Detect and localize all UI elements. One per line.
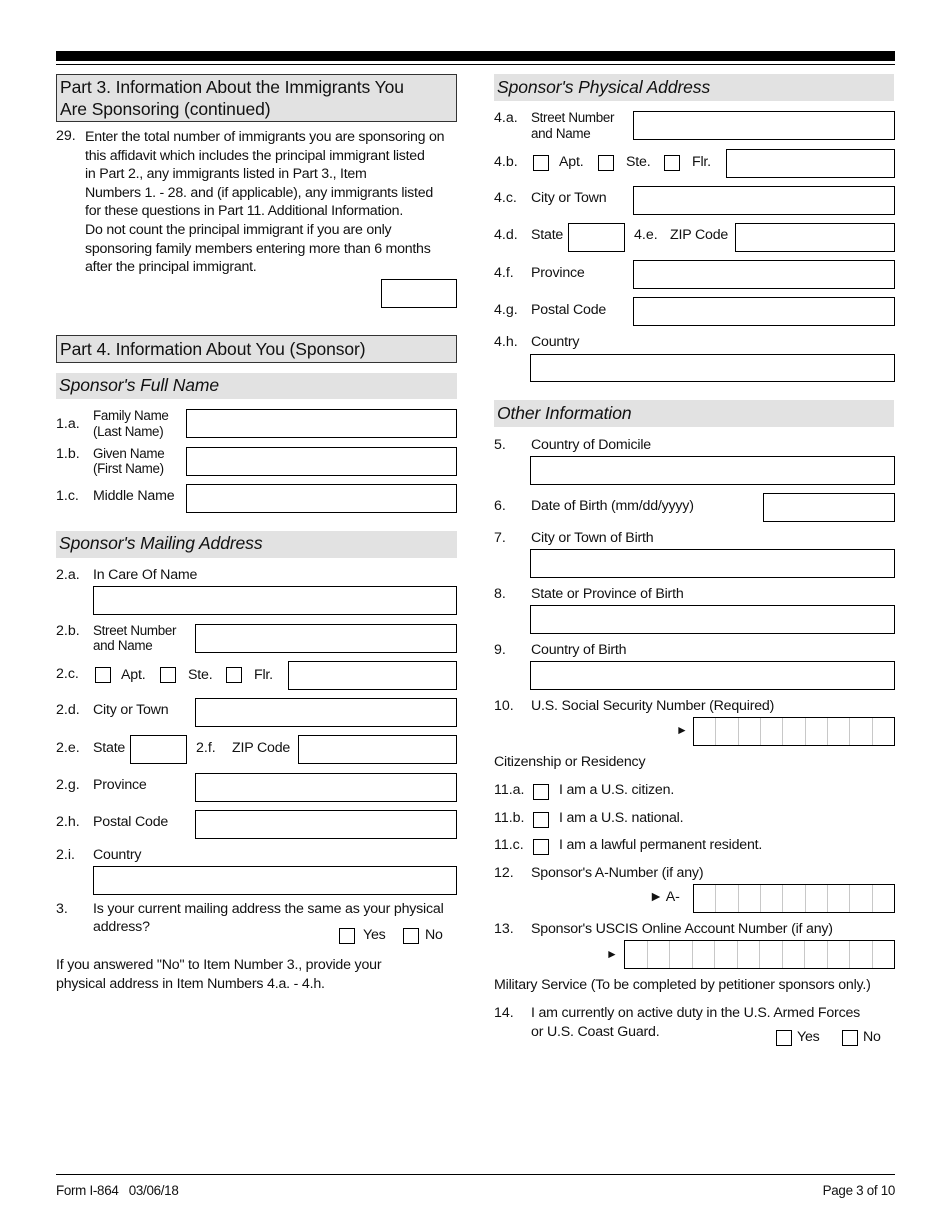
- item-number: 13.: [494, 921, 514, 937]
- q29-line: sponsoring family members entering more than 6 months: [85, 240, 431, 257]
- item-number: 2.h.: [56, 814, 80, 830]
- state-of-birth-label: State or Province of Birth: [531, 586, 684, 602]
- care-of-input[interactable]: [93, 586, 457, 615]
- item-number: 11.a.: [494, 782, 525, 798]
- item-number: 2.i.: [56, 847, 75, 863]
- a-number-input[interactable]: [693, 884, 895, 913]
- middle-name-label: Middle Name: [93, 488, 175, 504]
- active-duty-yes-label: Yes: [797, 1029, 820, 1045]
- given-name-input[interactable]: [186, 447, 457, 476]
- physical-state-input[interactable]: [568, 223, 625, 252]
- middle-name-input[interactable]: [186, 484, 457, 513]
- ssn-input[interactable]: [693, 717, 895, 746]
- mailing-country-input[interactable]: [93, 866, 457, 895]
- physical-street-label-2: and Name: [531, 126, 591, 141]
- q3-no-label: No: [425, 927, 443, 943]
- physical-section-title: Sponsor's Physical Address: [497, 77, 711, 97]
- item-number: 4.e.: [634, 227, 658, 243]
- mailing-zip-input[interactable]: [298, 735, 457, 764]
- physical-province-input[interactable]: [633, 260, 895, 289]
- mailing-flr-checkbox[interactable]: [226, 667, 242, 683]
- item-number: 8.: [494, 586, 506, 602]
- dob-label: Date of Birth (mm/dd/yyyy): [531, 498, 694, 514]
- item-number: 2.d.: [56, 702, 80, 718]
- other-info-section-header: [494, 400, 894, 427]
- item-number: 10.: [494, 698, 514, 714]
- given-name-label: Given Name: [93, 446, 165, 461]
- physical-apt-checkbox[interactable]: [533, 155, 549, 171]
- item-number: 2.e.: [56, 740, 80, 756]
- q3-label-2: address?: [93, 919, 150, 935]
- item-number: 9.: [494, 642, 506, 658]
- citizenship-heading: Citizenship or Residency: [494, 754, 646, 770]
- family-name-input[interactable]: [186, 409, 457, 438]
- item-number: 2.c.: [56, 666, 79, 682]
- family-name-label: Family Name: [93, 408, 169, 423]
- active-duty-no-checkbox[interactable]: [842, 1030, 858, 1046]
- physical-flr-label: Flr.: [692, 154, 711, 170]
- q29-line: in Part 2., any immigrants listed in Part 3., Item: [85, 166, 367, 183]
- item-number: 11.c.: [494, 837, 524, 853]
- q29-number: 29.: [56, 128, 76, 144]
- item-number: 7.: [494, 530, 506, 546]
- mailing-postal-label: Postal Code: [93, 814, 169, 830]
- item-number: 1.a.: [56, 416, 80, 432]
- physical-country-input[interactable]: [530, 354, 895, 382]
- ssn-label: U.S. Social Security Number (Required): [531, 698, 775, 714]
- q29-line: Numbers 1. - 28. and (if applicable), any immigrants listed: [85, 184, 433, 201]
- item-number: 2.a.: [56, 567, 80, 583]
- physical-country-label: Country: [531, 334, 580, 350]
- physical-address-note-2: physical address in Item Numbers 4.a. - 4.h.: [56, 976, 325, 992]
- footer-rule: [56, 1174, 895, 1175]
- physical-address-note: If you answered "No" to Item Number 3., provide your: [56, 957, 382, 973]
- us-citizen-label: I am a U.S. citizen.: [559, 782, 675, 798]
- q29-line: this affidavit which includes the principal immigrant listed: [85, 147, 425, 164]
- mailing-state-label: State: [93, 740, 126, 756]
- item-number: 2.f.: [196, 740, 216, 756]
- country-of-birth-input[interactable]: [530, 661, 895, 690]
- q3-yes-checkbox[interactable]: [339, 928, 355, 944]
- mailing-state-input[interactable]: [130, 735, 187, 764]
- mailing-province-label: Province: [93, 777, 147, 793]
- us-citizen-checkbox[interactable]: [533, 784, 549, 800]
- mailing-ste-checkbox[interactable]: [160, 667, 176, 683]
- mailing-apt-label: Apt.: [121, 667, 146, 683]
- full-name-section-header: [56, 373, 457, 399]
- physical-province-label: Province: [531, 265, 585, 281]
- part4-header-text: Part 4. Information About You (Sponsor): [60, 339, 366, 359]
- physical-city-input[interactable]: [633, 186, 895, 215]
- physical-street-input[interactable]: [633, 111, 895, 140]
- a-number-label: Sponsor's A-Number (if any): [531, 865, 704, 881]
- item-number: 4.c.: [494, 190, 517, 206]
- physical-unit-input[interactable]: [726, 149, 895, 178]
- permanent-resident-checkbox[interactable]: [533, 839, 549, 855]
- city-of-birth-input[interactable]: [530, 549, 895, 578]
- item-number: 4.g.: [494, 302, 518, 318]
- item-number: 1.c.: [56, 488, 79, 504]
- mailing-country-label: Country: [93, 847, 142, 863]
- item-number: 12.: [494, 865, 514, 881]
- military-heading: Military Service (To be completed by petitioner sponsors only.): [494, 977, 871, 993]
- part3-header-line2: Are Sponsoring (continued): [60, 99, 271, 119]
- mailing-apt-checkbox[interactable]: [95, 667, 111, 683]
- family-name-label-2: (Last Name): [93, 424, 164, 439]
- item-number: 6.: [494, 498, 506, 514]
- page-number: Page 3 of 10: [822, 1183, 895, 1198]
- item-number: 4.a.: [494, 110, 518, 126]
- q29-line: after the principal immigrant.: [85, 259, 257, 276]
- uscis-account-label: Sponsor's USCIS Online Account Number (if any): [531, 921, 833, 937]
- dob-input[interactable]: [763, 493, 895, 522]
- active-duty-yes-checkbox[interactable]: [776, 1030, 792, 1046]
- item-number: 3.: [56, 901, 68, 917]
- mailing-city-input[interactable]: [195, 698, 457, 727]
- mailing-province-input[interactable]: [195, 773, 457, 802]
- mailing-zip-label: ZIP Code: [232, 740, 291, 756]
- mailing-city-label: City or Town: [93, 702, 169, 718]
- part4-header: [56, 335, 457, 363]
- form-id: Form I-864 03/06/18: [56, 1183, 179, 1198]
- part3-header-line1: Part 3. Information About the Immigrants You: [60, 77, 404, 97]
- physical-zip-label: ZIP Code: [670, 227, 729, 243]
- item-number: 14.: [494, 1005, 514, 1021]
- arrow-icon: ►: [606, 947, 618, 961]
- care-of-label: In Care Of Name: [93, 567, 198, 583]
- a-number-prefix: ► A-: [649, 889, 680, 905]
- active-duty-label: I am currently on active duty in the U.S. Armed Forces: [531, 1005, 861, 1021]
- item-number: 4.b.: [494, 154, 518, 170]
- uscis-account-input[interactable]: [624, 940, 895, 969]
- item-number: 4.h.: [494, 334, 518, 350]
- mailing-section-header: [56, 531, 457, 558]
- physical-postal-input[interactable]: [633, 297, 895, 326]
- item-number: 2.g.: [56, 777, 80, 793]
- us-national-checkbox[interactable]: [533, 812, 549, 828]
- physical-postal-label: Postal Code: [531, 302, 607, 318]
- top-rule-thick: [56, 51, 895, 61]
- city-of-birth-label: City or Town of Birth: [531, 530, 654, 546]
- physical-street-label: Street Number: [531, 110, 615, 125]
- domicile-label: Country of Domicile: [531, 437, 651, 453]
- physical-section-header: [494, 74, 894, 101]
- arrow-icon: ►: [676, 723, 688, 737]
- permanent-resident-label: I am a lawful permanent resident.: [559, 837, 763, 853]
- top-rule-thin: [56, 64, 895, 65]
- item-number: 4.d.: [494, 227, 518, 243]
- active-duty-no-label: No: [863, 1029, 881, 1045]
- item-number: 1.b.: [56, 446, 80, 462]
- physical-ste-checkbox[interactable]: [598, 155, 614, 171]
- q29-immigrant-count-input[interactable]: [381, 279, 457, 308]
- physical-city-label: City or Town: [531, 190, 607, 206]
- full-name-section-title: Sponsor's Full Name: [59, 375, 219, 395]
- q3-yes-label: Yes: [363, 927, 386, 943]
- active-duty-label-2: or U.S. Coast Guard.: [531, 1024, 660, 1040]
- mailing-ste-label: Ste.: [188, 667, 213, 683]
- item-number: 2.b.: [56, 623, 80, 639]
- given-name-label-2: (First Name): [93, 461, 164, 476]
- other-info-section-title: Other Information: [497, 403, 632, 423]
- domicile-input[interactable]: [530, 456, 895, 485]
- state-of-birth-input[interactable]: [530, 605, 895, 634]
- physical-flr-checkbox[interactable]: [664, 155, 680, 171]
- mailing-street-label-2: and Name: [93, 638, 153, 653]
- mailing-street-label: Street Number: [93, 623, 177, 638]
- item-number: 11.b.: [494, 810, 525, 826]
- country-of-birth-label: Country of Birth: [531, 642, 627, 658]
- mailing-unit-input[interactable]: [288, 661, 457, 690]
- item-number: 5.: [494, 437, 506, 453]
- mailing-flr-label: Flr.: [254, 667, 273, 683]
- physical-apt-label: Apt.: [559, 154, 584, 170]
- q29-line: Do not count the principal immigrant if you are only: [85, 222, 392, 238]
- q3-label: Is your current mailing address the same as your physical: [93, 901, 444, 917]
- physical-zip-input[interactable]: [735, 223, 895, 252]
- part3-header: [56, 74, 457, 122]
- us-national-label: I am a U.S. national.: [559, 810, 684, 826]
- physical-state-label: State: [531, 227, 564, 243]
- q29-line: Enter the total number of immigrants you are sponsoring on: [85, 129, 445, 145]
- mailing-street-input[interactable]: [195, 624, 457, 653]
- q29-line: for these questions in Part 11. Additional Information.: [85, 203, 404, 220]
- mailing-postal-input[interactable]: [195, 810, 457, 839]
- mailing-section-title: Sponsor's Mailing Address: [59, 533, 263, 553]
- q3-no-checkbox[interactable]: [403, 928, 419, 944]
- physical-ste-label: Ste.: [626, 154, 651, 170]
- item-number: 4.f.: [494, 265, 514, 281]
